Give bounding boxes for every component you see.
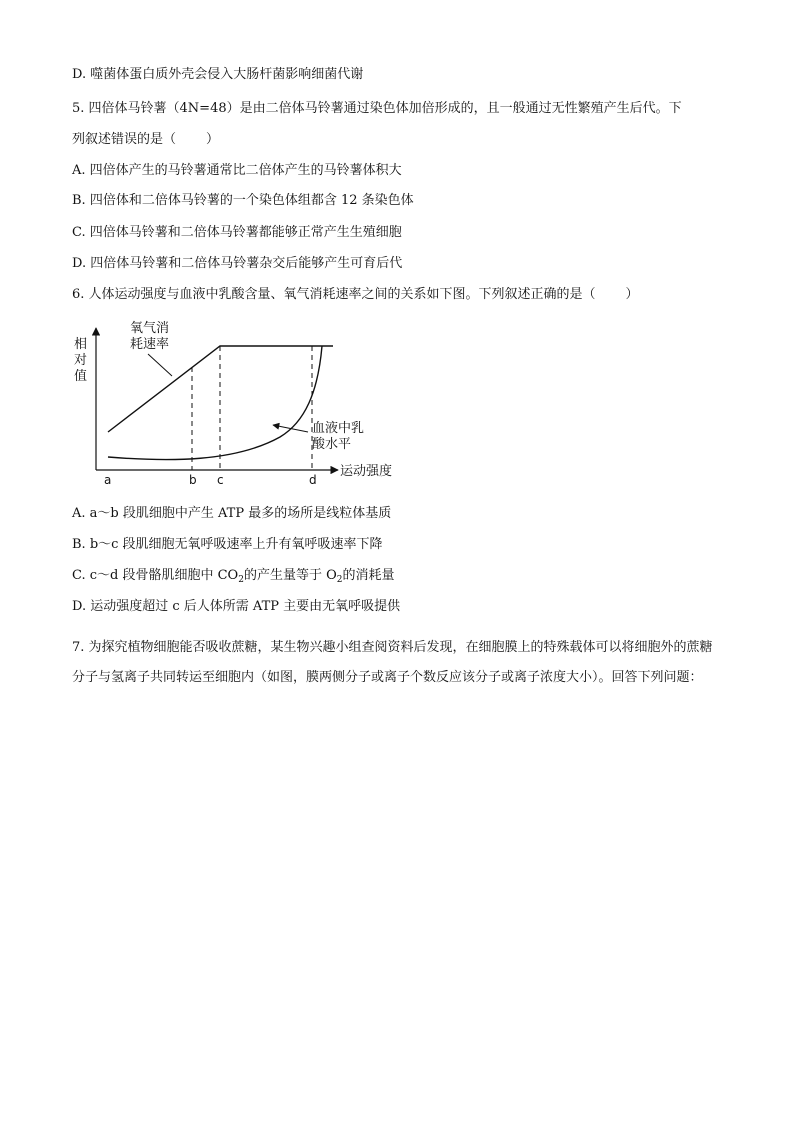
tick-label-a: a — [104, 473, 112, 487]
tick-label-d: d — [309, 473, 317, 487]
q5-stem-line2 — [72, 131, 219, 149]
oxygen-label-pointer — [148, 354, 172, 376]
q5-option-a: A. 四倍体产生的马铃薯通常比二倍体产生的马铃薯体积大 — [72, 163, 402, 178]
q4-option-d: D. 噬菌体蛋白质外壳会侵入大肠杆菌影响细菌代谢 — [72, 67, 364, 82]
q6-option-b: B. b～c 段肌细胞无氧呼吸速率上升有氧呼吸速率下降 — [72, 537, 383, 552]
y-axis-label-3: 值 — [74, 369, 88, 384]
q6-figure — [60, 312, 420, 492]
q6-stem-suffix: ） — [625, 287, 639, 302]
q5-stem-line1: 5. 四倍体马铃薯（4N=48）是由二倍体马铃薯通过染色体加倍形成的，且一般通过无性繁殖产生后代。下 — [72, 101, 682, 116]
lactate-curve-label-2: 酸水平 — [312, 437, 352, 452]
q6-option-c-part1: C. c～d 段骨骼肌细胞中 CO — [72, 568, 239, 583]
lactate-arrow — [273, 425, 308, 432]
q7-stem: 7. 为探究植物细胞能否吸收蔗糖，某生物兴趣小组查阅资料后发现，在细胞膜上的特殊载体可以将细胞外的蔗糖分子与氢离子共同转运至细胞内（如图，膜两侧分子或离子个数反应该分子或离子浓度大小）。回答下列问题： — [72, 640, 713, 685]
tick-label-c: c — [217, 473, 224, 487]
y-axis-label-1: 相 — [74, 337, 88, 352]
q5-option-c: C. 四倍体马铃薯和二倍体马铃薯都能够正常产生生殖细胞 — [72, 225, 402, 240]
q5-option-d: D. 四倍体马铃薯和二倍体马铃薯杂交后能够产生可育后代 — [72, 256, 403, 271]
tick-label-b: b — [189, 473, 197, 487]
x-axis-label: 运动强度 — [340, 464, 393, 479]
q5-stem-prefix: 列叙述错误的是（ — [72, 132, 177, 147]
q6-stem — [72, 286, 639, 304]
q6-option-c-sub2: 2 — [336, 575, 343, 585]
q6-option-d: D. 运动强度超过 c 后人体所需 ATP 主要由无氧呼吸提供 — [72, 599, 401, 614]
lactate-curve-label-1: 血液中乳 — [312, 421, 365, 436]
q5-stem-suffix: ） — [206, 132, 220, 147]
oxygen-curve-label-2: 耗速率 — [130, 337, 170, 352]
q5-option-b: B. 四倍体和二倍体马铃薯的一个染色体组都含 12 条染色体 — [72, 193, 414, 208]
q6-option-c-part3: 的消耗量 — [342, 568, 395, 583]
q6-stem-prefix: 6. 人体运动强度与血液中乳酸含量、氧气消耗速率之间的关系如下图。下列叙述正确的是（ — [72, 287, 596, 302]
q6-option-c-sub1: 2 — [238, 575, 244, 585]
q6-option-c-part2: 的产生量等于 O — [243, 568, 337, 583]
q6-option-a: A. a～b 段肌细胞中产生 ATP 最多的场所是线粒体基质 — [72, 506, 392, 521]
oxygen-curve-label-1: 氧气消 — [130, 321, 170, 336]
lactate-level-curve — [108, 346, 322, 460]
y-axis-label-2: 对 — [74, 353, 88, 368]
q6-option-c — [72, 567, 395, 589]
